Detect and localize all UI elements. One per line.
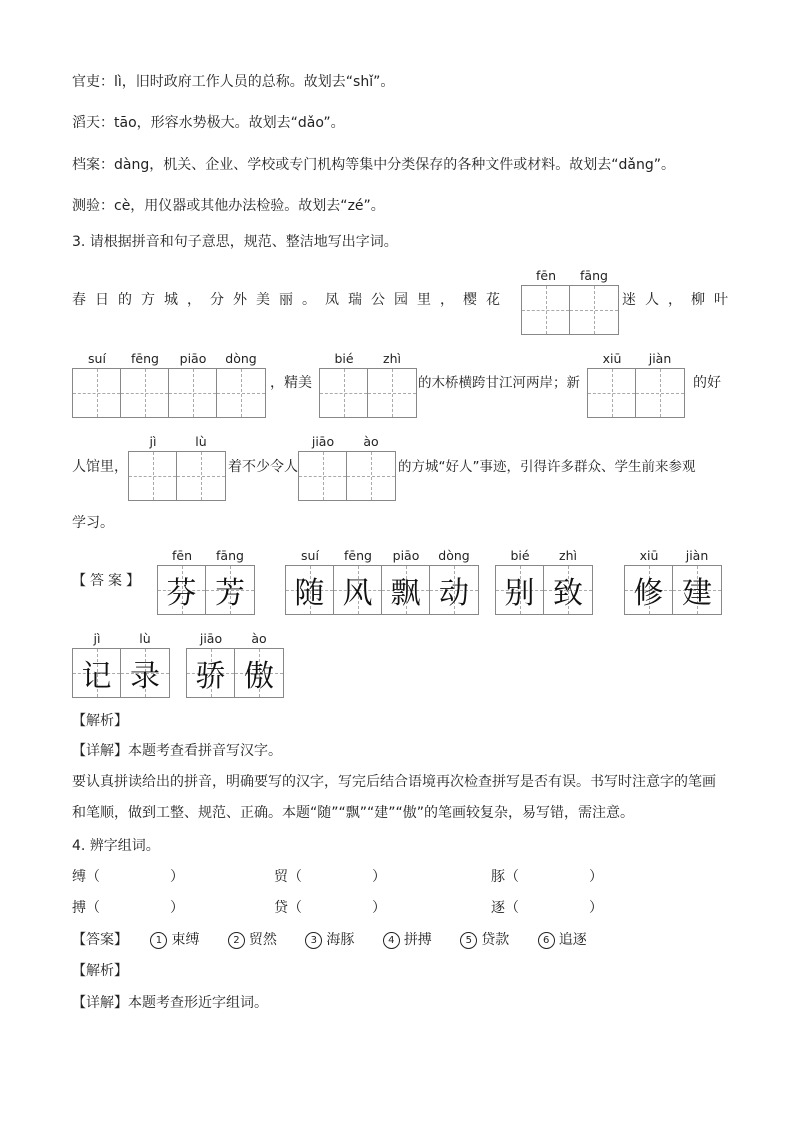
word-blank[interactable]: 缚（ ） bbox=[72, 869, 184, 885]
grid-cell[interactable] bbox=[169, 369, 217, 417]
answer-char: 随 bbox=[294, 576, 325, 611]
answer-row bbox=[72, 930, 611, 950]
explanation-text: 和笔顺，做到工整、规范、正确。本题“随”“飘”“建”“傲”的笔画较复杂，易写错，需注意。 bbox=[72, 805, 635, 821]
answer-text: 贸然 bbox=[248, 932, 277, 948]
number-circle: 4 bbox=[383, 932, 400, 949]
grid-cell bbox=[286, 566, 334, 614]
answer-char: 动 bbox=[439, 576, 469, 611]
passage-text: 的好 bbox=[693, 375, 721, 391]
grid-cell[interactable] bbox=[73, 369, 121, 417]
answer-grid bbox=[157, 565, 255, 615]
definition-text: ：dàng，机关、企业、学校或专门机构等集中分类保存的各种文件或材料。故划去“dǎng”。 bbox=[100, 157, 675, 173]
answer-char: 记 bbox=[81, 659, 112, 694]
answer-char: 芬 bbox=[166, 576, 197, 611]
passage-text: 的木桥横跨甘江河两岸；新 bbox=[418, 375, 580, 391]
answer-option bbox=[383, 930, 432, 950]
definition-word: 档案 bbox=[72, 157, 100, 173]
answer-char: 风 bbox=[342, 576, 373, 611]
pinyin: jiàn bbox=[685, 548, 709, 563]
number-circle: 3 bbox=[305, 932, 322, 949]
answer-option bbox=[305, 930, 354, 950]
answer-option bbox=[228, 930, 277, 950]
pinyin: fāng bbox=[216, 548, 244, 563]
pinyin: jiāo bbox=[311, 434, 335, 449]
answer-char: 录 bbox=[130, 659, 160, 694]
number-circle: 6 bbox=[538, 932, 555, 949]
answer-option bbox=[460, 930, 509, 950]
grid-cell bbox=[496, 566, 544, 614]
definition-text: ：lì，旧时政府工作人员的总称。故划去“shǐ”。 bbox=[100, 74, 395, 90]
pinyin: lù bbox=[139, 631, 151, 646]
detail-text: 【详解】本题考查形近字组词。 bbox=[72, 995, 268, 1011]
answer-grid bbox=[186, 648, 284, 698]
passage-text: 人馆里， bbox=[72, 459, 128, 475]
passage-text: ，精美 bbox=[270, 375, 312, 391]
grid-cell bbox=[673, 566, 721, 614]
pinyin: zhì bbox=[559, 548, 577, 563]
definition-word: 滔天 bbox=[72, 115, 100, 131]
pinyin: ào bbox=[363, 434, 379, 449]
word-blank[interactable]: 逐（ ） bbox=[491, 900, 603, 916]
pinyin: suí bbox=[301, 548, 319, 563]
answer-char: 傲 bbox=[244, 659, 274, 694]
pinyin: fēng bbox=[131, 351, 159, 366]
grid-cell bbox=[430, 566, 478, 614]
grid-cell[interactable] bbox=[570, 286, 618, 334]
answer-text: 拼搏 bbox=[403, 932, 432, 948]
grid-cell[interactable] bbox=[217, 369, 265, 417]
pinyin: piāo bbox=[392, 548, 420, 563]
answer-option bbox=[150, 930, 199, 950]
grid-cell bbox=[73, 649, 121, 697]
grid-cell bbox=[121, 649, 169, 697]
question-3-title: 3. 请根据拼音和句子意思，规范、整洁地写出字词。 bbox=[72, 234, 398, 250]
grid-cell[interactable] bbox=[299, 452, 347, 500]
pinyin: zhì bbox=[383, 351, 401, 366]
number-circle: 5 bbox=[460, 932, 477, 949]
pinyin: fēng bbox=[344, 548, 372, 563]
grid-cell bbox=[158, 566, 206, 614]
number-circle: 2 bbox=[228, 932, 245, 949]
answer-char: 别 bbox=[504, 576, 535, 611]
pinyin: jì bbox=[149, 434, 157, 449]
grid-cell[interactable] bbox=[121, 369, 169, 417]
word-blank[interactable]: 豚（ ） bbox=[491, 869, 603, 885]
answer-char: 骄 bbox=[195, 659, 226, 694]
answer-text: 追逐 bbox=[558, 932, 587, 948]
answer-char: 建 bbox=[682, 576, 712, 611]
answer-text: 海豚 bbox=[326, 932, 355, 948]
question-4-title: 4. 辨字组词。 bbox=[72, 838, 160, 854]
grid-cell[interactable] bbox=[129, 452, 177, 500]
word-blank[interactable]: 贸（ ） bbox=[274, 869, 386, 885]
grid-cell bbox=[544, 566, 592, 614]
pinyin: suí bbox=[88, 351, 106, 366]
grid-cell bbox=[334, 566, 382, 614]
definition-text: ：cè，用仪器或其他办法检验。故划去“zé”。 bbox=[100, 198, 385, 214]
pinyin: lù bbox=[195, 434, 207, 449]
explanation-text: 要认真拼读给出的拼音，明确要写的汉字，写完后结合语境再次检查拼写是否有误。书写时注意字的笔画 bbox=[72, 774, 716, 790]
writing-grid-blank[interactable] bbox=[587, 368, 685, 418]
definition-line bbox=[72, 155, 675, 175]
grid-cell[interactable] bbox=[177, 452, 225, 500]
pinyin: jì bbox=[93, 631, 101, 646]
analysis-label: 【解析】 bbox=[72, 713, 128, 729]
word-blank[interactable]: 搏（ ） bbox=[72, 900, 184, 916]
passage-text: 着不少令人 bbox=[228, 459, 298, 475]
writing-grid-blank[interactable] bbox=[72, 368, 266, 418]
grid-cell bbox=[625, 566, 673, 614]
number-circle: 1 bbox=[150, 932, 167, 949]
pinyin: jiàn bbox=[648, 351, 672, 366]
writing-grid-blank[interactable] bbox=[521, 285, 619, 335]
definition-line bbox=[72, 72, 394, 92]
grid-cell bbox=[382, 566, 430, 614]
answer-label: 【答案】 bbox=[72, 932, 128, 948]
answer-grid bbox=[624, 565, 722, 615]
grid-cell[interactable] bbox=[588, 369, 636, 417]
answer-grid bbox=[495, 565, 593, 615]
grid-cell bbox=[187, 649, 235, 697]
pinyin: fāng bbox=[580, 268, 608, 283]
pinyin: xiū bbox=[639, 548, 659, 563]
word-blank[interactable]: 贷（ ） bbox=[274, 900, 386, 916]
passage-text: 的方城“好人”事迹，引得许多群众、学生前来参观 bbox=[398, 459, 696, 475]
grid-cell[interactable] bbox=[636, 369, 684, 417]
answer-label: 【答案】 bbox=[72, 573, 144, 589]
grid-cell bbox=[206, 566, 254, 614]
answer-grid bbox=[285, 565, 479, 615]
passage-text: 春日的方城，分外美丽。凤瑞公园里，樱花 bbox=[72, 292, 509, 308]
answer-char: 芳 bbox=[215, 576, 245, 611]
answer-char: 修 bbox=[633, 576, 664, 611]
answer-char: 致 bbox=[553, 576, 583, 611]
definition-word: 测验 bbox=[72, 198, 100, 214]
writing-grid-blank[interactable] bbox=[298, 451, 396, 501]
answer-char: 飘 bbox=[390, 576, 421, 611]
pinyin: bié bbox=[334, 351, 354, 366]
passage-text: 学习。 bbox=[72, 515, 114, 531]
pinyin: xiū bbox=[602, 351, 622, 366]
pinyin: ào bbox=[251, 631, 267, 646]
grid-cell bbox=[235, 649, 283, 697]
definition-word: 官吏 bbox=[72, 74, 100, 90]
definition-line bbox=[72, 113, 345, 133]
definition-text: ：tāo，形容水势极大。故划去“dǎo”。 bbox=[100, 115, 345, 131]
grid-cell[interactable] bbox=[347, 452, 395, 500]
writing-grid-blank[interactable] bbox=[319, 368, 417, 418]
writing-grid-blank[interactable] bbox=[128, 451, 226, 501]
answer-text: 束缚 bbox=[171, 932, 200, 948]
detail-text: 【详解】本题考查看拼音写汉字。 bbox=[72, 743, 282, 759]
pinyin: fēn bbox=[171, 548, 192, 563]
grid-cell[interactable] bbox=[320, 369, 368, 417]
pinyin: piāo bbox=[179, 351, 207, 366]
pinyin: fēn bbox=[535, 268, 556, 283]
grid-cell[interactable] bbox=[368, 369, 416, 417]
definition-line bbox=[72, 196, 385, 216]
grid-cell[interactable] bbox=[522, 286, 570, 334]
analysis-label: 【解析】 bbox=[72, 963, 128, 979]
answer-text: 贷款 bbox=[481, 932, 510, 948]
pinyin: jiāo bbox=[199, 631, 223, 646]
pinyin: dòng bbox=[438, 548, 470, 563]
answer-option bbox=[538, 930, 587, 950]
answer-grid bbox=[72, 648, 170, 698]
pinyin: bié bbox=[510, 548, 530, 563]
pinyin: dòng bbox=[225, 351, 257, 366]
passage-text: 迷人，柳叶 bbox=[622, 292, 737, 308]
